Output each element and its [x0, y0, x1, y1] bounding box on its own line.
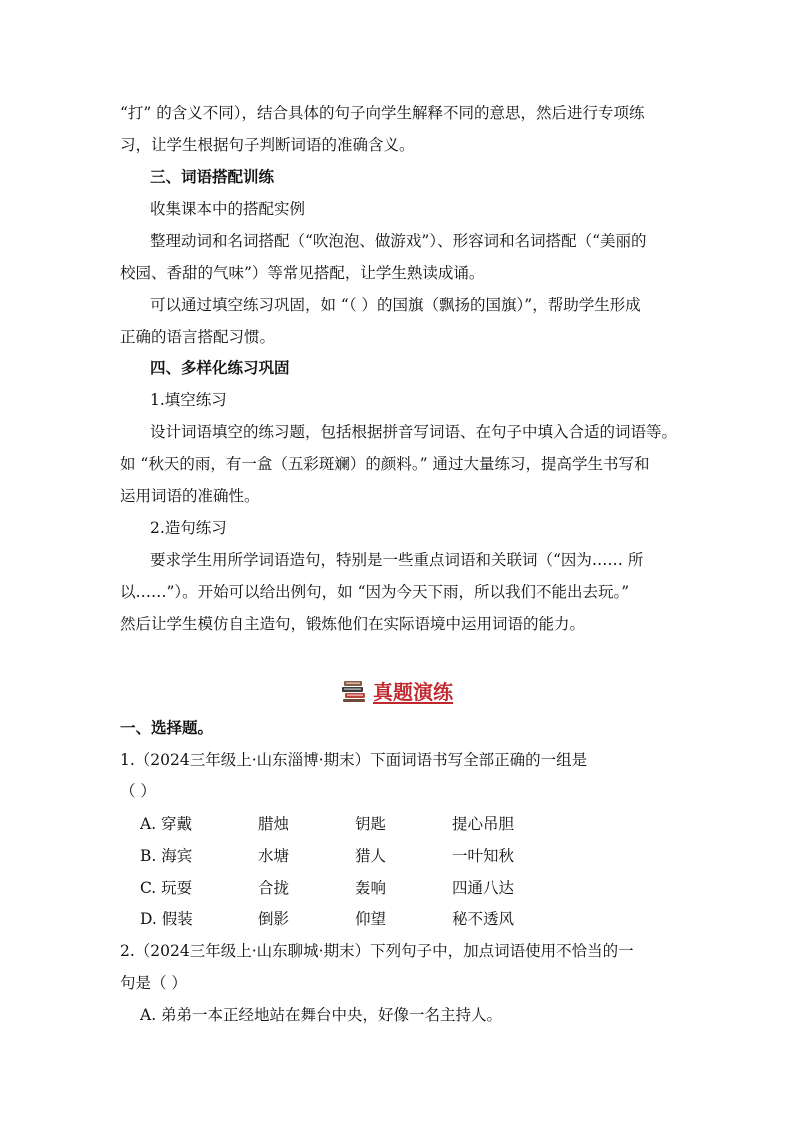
option-word: 轰响	[355, 879, 387, 897]
q2-option-a: A. 弟弟一本正经地站在舞台中央，好像一名主持人。	[140, 1006, 503, 1024]
paragraph-line: 收集课本中的搭配实例	[150, 200, 306, 218]
paragraph-line: 如 “秋天的雨，有一盒（五彩斑斓）的颜料。” 通过大量练习，提高学生书写和	[120, 455, 650, 473]
question-1: 1.（2024三年级上·山东淄博·期末）下面词语书写全部正确的一组是	[120, 751, 588, 769]
paragraph-line: 运用词语的准确性。	[120, 487, 260, 505]
option-word: 提心吊胆	[452, 815, 515, 833]
paragraph-line: 设计词语填空的练习题，包括根据拼音写词语、在句子中填入合适的词语等。	[150, 423, 678, 441]
option-word: 腊烛	[258, 815, 290, 833]
option-word: 水塘	[258, 847, 290, 865]
option-word: 倒影	[258, 910, 290, 928]
question-2-continued: 句是（ ）	[120, 974, 187, 992]
section-heading-4: 四、多样化练习巩固	[150, 358, 290, 377]
option-label: C. 玩耍	[140, 879, 193, 897]
section-title: 真题演练	[373, 680, 453, 704]
books-icon	[341, 679, 367, 703]
subheading-fill: 1.填空练习	[150, 391, 227, 409]
paragraph-line: 正确的语言搭配习惯。	[120, 328, 276, 346]
answer-blank: （ ）	[120, 782, 156, 800]
paragraph-line: “打” 的含义不同），结合具体的句子向学生解释不同的意思，然后进行专项练	[120, 104, 645, 122]
option-word: 四通八达	[452, 879, 515, 897]
paragraph-line: 以……”）。开始可以给出例句，如 “因为今天下雨，所以我们不能出去玩。”	[120, 583, 630, 601]
subheading-make-sentence: 2.造句练习	[150, 519, 227, 537]
option-label: A. 穿戴	[140, 815, 193, 833]
option-label: B. 海宾	[140, 847, 193, 865]
paragraph-line: 习，让学生根据句子判断词语的准确含义。	[120, 136, 415, 154]
option-word: 钥匙	[355, 815, 387, 833]
option-label: D. 假装	[140, 910, 193, 928]
option-word: 合拢	[258, 879, 290, 897]
paragraph-line: 整理动词和名词搭配（“吹泡泡、做游戏”）、形容词和名词搭配（“美丽的	[150, 232, 647, 250]
paragraph-line: 可以通过填空练习巩固，如 “（ ）的国旗（飘扬的国旗）”，帮助学生形成	[150, 296, 641, 314]
paragraph-line: 然后让学生模仿自主造句，锻炼他们在实际语境中运用词语的能力。	[120, 615, 586, 633]
section-heading-3: 三、词语搭配训练	[150, 167, 275, 186]
option-word: 一叶知秋	[452, 847, 515, 865]
exercise-heading: 一、选择题。	[120, 718, 214, 737]
option-word: 猎人	[355, 847, 387, 865]
paragraph-line: 要求学生用所学词语造句，特别是一些重点词语和关联词（“因为…… 所	[150, 551, 644, 569]
question-2: 2.（2024三年级上·山东聊城·期末）下列句子中，加点词语使用不恰当的一	[120, 942, 634, 960]
option-word: 仰望	[355, 910, 387, 928]
option-word: 秘不透风	[452, 910, 515, 928]
section-banner	[0, 676, 794, 706]
paragraph-line: 校园、香甜的气味”）等常见搭配，让学生熟读成诵。	[120, 264, 485, 282]
